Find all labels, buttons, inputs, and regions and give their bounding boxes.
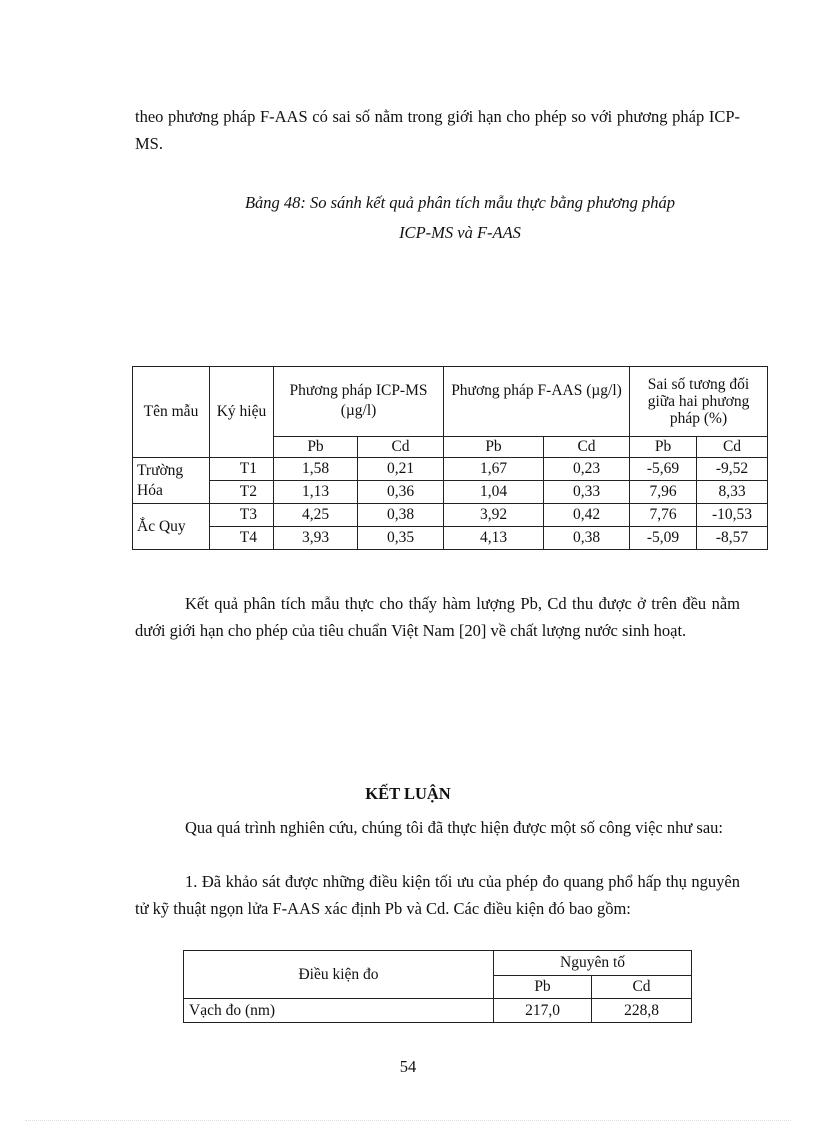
err-cd-value: -8,57	[697, 527, 768, 550]
header-element: Nguyên tố	[494, 951, 692, 976]
header-err-pb: Pb	[630, 437, 697, 458]
err-pb-value: 7,76	[630, 504, 697, 527]
row-pb-value: 217,0	[494, 999, 592, 1023]
header-faas-pb: Pb	[444, 437, 544, 458]
header-err-cd: Cd	[697, 437, 768, 458]
header-condition: Điều kiện đo	[184, 951, 494, 999]
icp-cd-value: 0,36	[358, 481, 444, 504]
conclusion-paragraph-2: 1. Đã khảo sát được những điều kiện tối ưu của phép đo quang phổ hấp thụ nguyên tử kỹ thuật ngọn lửa F-AAS xác định Pb và Cd. Các điều kiện đó bao gồm:	[135, 872, 740, 918]
table-row	[133, 527, 768, 550]
result-paragraph: Kết quả phân tích mẫu thực cho thấy hàm lượng Pb, Cd thu được ở trên đều nằm dưới giới hạn cho phép của tiêu chuẩn Việt Nam [20] về chất lượng nước sinh hoạt.	[135, 594, 740, 640]
faas-pb-value: 1,67	[444, 458, 544, 481]
row-code: T1	[210, 458, 274, 481]
faas-cd-value: 0,38	[544, 527, 630, 550]
conclusion-heading: KẾT LUẬN	[365, 784, 451, 803]
conditions-table	[183, 950, 692, 1023]
conclusion-paragraph-1: Qua quá trình nghiên cứu, chúng tôi đã thực hiện được một số công việc như sau:	[185, 818, 724, 837]
row-label: Vạch đo (nm)	[184, 999, 494, 1023]
err-cd-value: -9,52	[697, 458, 768, 481]
comparison-table	[132, 366, 768, 550]
group-cell: Trường Hóa	[133, 458, 210, 504]
err-pb-value: -5,09	[630, 527, 697, 550]
header-ten-mau: Tên mẫu	[133, 367, 210, 458]
table-row	[133, 458, 768, 481]
table-48-caption	[135, 188, 785, 248]
faas-cd-value: 0,33	[544, 481, 630, 504]
intro-paragraph: theo phương pháp F-AAS có sai số nằm trong giới hạn cho phép so với phương pháp ICP-MS.	[135, 107, 740, 153]
header-icp-pb: Pb	[274, 437, 358, 458]
table-row	[184, 999, 692, 1023]
icp-pb-value: 1,58	[274, 458, 358, 481]
icp-cd-value: 0,35	[358, 527, 444, 550]
page-bottom-divider	[25, 1120, 791, 1121]
page-number: 54	[399, 1057, 417, 1076]
caption-line-2: ICP-MS và F-AAS	[399, 223, 521, 242]
row-code: T2	[210, 481, 274, 504]
icp-cd-value: 0,21	[358, 458, 444, 481]
header-icpms: Phương pháp ICP-MS (µg/l)	[274, 367, 444, 437]
header-cd: Cd	[592, 976, 692, 999]
faas-cd-value: 0,42	[544, 504, 630, 527]
header-ky-hieu: Ký hiệu	[210, 367, 274, 458]
err-cd-value: -10,53	[697, 504, 768, 527]
group-cell: Ắc Quy	[133, 504, 210, 550]
icp-pb-value: 3,93	[274, 527, 358, 550]
err-pb-value: 7,96	[630, 481, 697, 504]
header-sai-so: Sai số tương đối giữa hai phương pháp (%)	[630, 367, 768, 437]
row-code: T4	[210, 527, 274, 550]
row-cd-value: 228,8	[592, 999, 692, 1023]
faas-pb-value: 1,04	[444, 481, 544, 504]
header-pb: Pb	[494, 976, 592, 999]
caption-line-1: Bảng 48: So sánh kết quả phân tích mẫu thực bằng phương pháp	[244, 193, 676, 212]
err-cd-value: 8,33	[697, 481, 768, 504]
header-faas: Phương pháp F-AAS (µg/l)	[444, 367, 630, 437]
faas-pb-value: 3,92	[444, 504, 544, 527]
faas-cd-value: 0,23	[544, 458, 630, 481]
err-pb-value: -5,69	[630, 458, 697, 481]
table-row	[133, 481, 768, 504]
header-faas-cd: Cd	[544, 437, 630, 458]
row-code: T3	[210, 504, 274, 527]
faas-pb-value: 4,13	[444, 527, 544, 550]
header-icp-cd: Cd	[358, 437, 444, 458]
icp-pb-value: 4,25	[274, 504, 358, 527]
icp-pb-value: 1,13	[274, 481, 358, 504]
table-row	[133, 504, 768, 527]
icp-cd-value: 0,38	[358, 504, 444, 527]
